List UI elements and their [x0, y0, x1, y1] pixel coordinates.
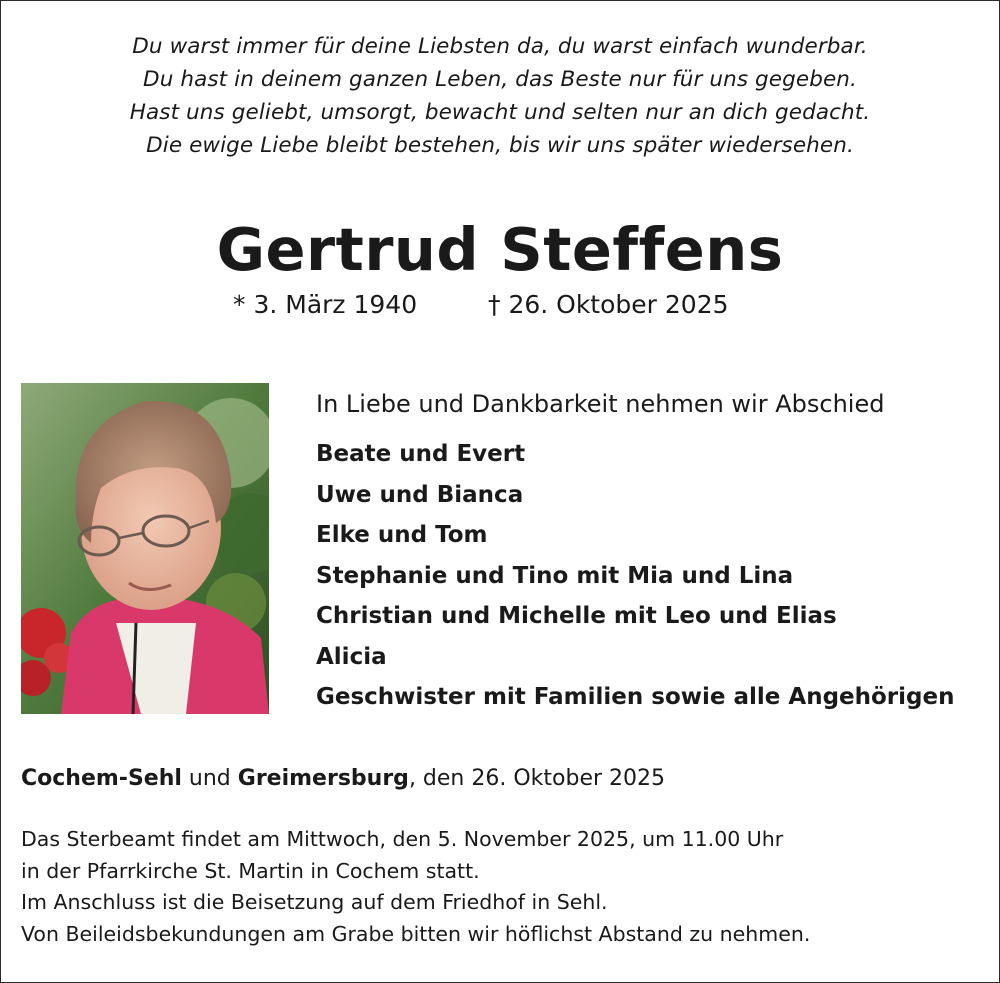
- family-member: Stephanie und Tino mit Mia und Lina: [316, 562, 794, 589]
- service-note-line: Im Anschluss ist die Beisetzung auf dem Friedhof in Sehl.: [21, 890, 608, 914]
- family-list: [316, 434, 954, 718]
- poem-line: Du hast in deinem ganzen Leben, das Beste nur für uns gegeben.: [143, 67, 857, 92]
- family-member: Christian und Michelle mit Leo und Elias: [316, 603, 837, 629]
- deceased-name: Gertrud Steffens: [216, 215, 784, 284]
- town-cochem-sehl: Cochem-Sehl: [21, 766, 182, 791]
- portrait-illustration: [21, 383, 269, 714]
- family-member: Geschwister mit Familien sowie alle Angehörigen: [316, 684, 955, 710]
- death-date: † 26. Oktober 2025: [488, 290, 729, 319]
- poem-line: Du warst immer für deine Liebsten da, du warst einfach wunderbar.: [132, 34, 868, 59]
- family-member: Elke und Tom: [316, 522, 488, 548]
- family-member: Beate und Evert: [316, 441, 526, 467]
- family-member: Alicia: [316, 643, 387, 670]
- service-note-line: Von Beileidsbekundungen am Grabe bitten wir höflichst Abstand zu nehmen.: [21, 921, 811, 946]
- family-member: Uwe und Bianca: [316, 481, 524, 508]
- service-note-line: in der Pfarrkirche St. Martin in Cochem statt.: [21, 858, 480, 883]
- notice-date: , den 26. Oktober 2025: [408, 766, 666, 791]
- portrait-photo: [21, 383, 269, 714]
- farewell-intro: In Liebe und Dankbarkeit nehmen wir Abschied: [316, 390, 885, 418]
- place-conjunction: und: [181, 766, 238, 791]
- poem-line: Die ewige Liebe bleibt bestehen, bis wir uns später wiedersehen.: [146, 133, 854, 158]
- poem: [0, 30, 1000, 162]
- place-and-date: [21, 762, 665, 796]
- service-note-line: Das Sterbeamt findet am Mittwoch, den 5. November 2025, um 11.00 Uhr: [21, 827, 784, 851]
- service-notes: [21, 824, 810, 950]
- poem-line: Hast uns geliebt, umsorgt, bewacht und selten nur an dich gedacht.: [129, 100, 871, 125]
- town-greimersburg: Greimersburg: [237, 766, 409, 791]
- birth-date: * 3. März 1940: [233, 290, 418, 319]
